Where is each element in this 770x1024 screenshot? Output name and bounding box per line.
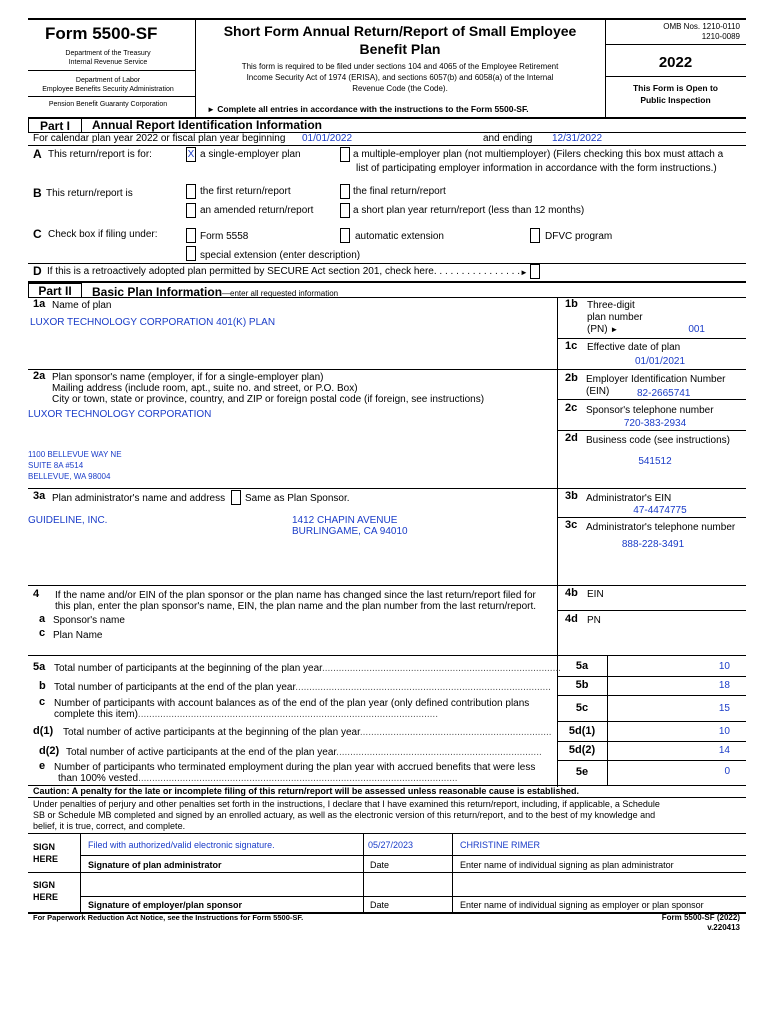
sign-line-2 (80, 896, 746, 897)
rule-5d2 (557, 760, 746, 761)
line-5a-num: 5a (33, 661, 46, 673)
sponsor-ein-value[interactable]: 82-2665741 (637, 388, 691, 399)
line-5b-value[interactable]: 18 (718, 680, 730, 691)
sponsor-signature-label: Signature of employer/plan sponsor (88, 900, 243, 910)
perjury-line-1: Under penalties of perjury and other penalties set forth in the instructions, I declare that I have examined this return/report, including, if applicable, a Schedule (33, 799, 660, 809)
special-extension-label: special extension (enter description) (200, 250, 361, 261)
administrator-signature-label: Signature of plan administrator (88, 860, 222, 870)
plan-number-value[interactable]: 001 (688, 324, 705, 335)
plan-year-end: 12/31/2022 (552, 133, 603, 144)
line-2b-label-2: (EIN) (586, 386, 610, 397)
open-public-1: This Form is Open to (632, 83, 718, 93)
intro-line-3: Revenue Code (the Code). (352, 84, 448, 93)
intro-line-2: Income Security Act of 1974 (ERISA), and sections 6057(b) and 6058(a) of the Internal (246, 73, 554, 82)
perjury-line-2: SB or Schedule MB completed and signed by an enrolled actuary, as well as the electronic version of this return/report, and to the best of my knowledge and (33, 810, 656, 820)
line-5b-label: Total number of participants at the end of the plan year (54, 682, 296, 693)
line-5a-box: 5a (575, 660, 589, 672)
line-4-text-1: If the name and/or EIN of the plan sponsor or the plan name has changed since the last return/report filed for (55, 590, 536, 601)
sponsor-address-1[interactable]: 1100 BELLEVUE WAY NE (28, 450, 122, 459)
line-4-num: 4 (33, 588, 40, 600)
part-1-label: Part I (28, 118, 82, 133)
line-3c-num: 3c (565, 519, 578, 531)
line-c-letter: C (33, 227, 42, 241)
line-c-text: Check box if filing under: (48, 229, 158, 240)
sponsor-address-2[interactable]: SUITE 8A #514 (28, 461, 84, 470)
complete-all-instruction (207, 104, 529, 114)
line-3a-num: 3a (33, 490, 46, 502)
rule-1b (557, 338, 746, 339)
plan-name-value[interactable]: LUXOR TECHNOLOGY CORPORATION 401(K) PLAN (30, 317, 276, 328)
paperwork-notice: For Paperwork Reduction Act Notice, see the Instructions for Form 5500-SF. (33, 913, 304, 922)
line-5e-num: e (39, 760, 46, 772)
amended-return-checkbox[interactable] (186, 203, 196, 218)
administrator-name-label: Enter name of individual signing as plan administrator (460, 860, 674, 870)
sponsor-date-label: Date (370, 900, 390, 910)
same-as-sponsor-checkbox[interactable] (231, 490, 241, 505)
rule-5c (557, 721, 746, 722)
admin-name-value[interactable]: GUIDELINE, INC. (28, 515, 108, 526)
line-5a-value[interactable]: 10 (718, 661, 730, 672)
line-d-text: If this is a retroactively adopted plan permitted by SECURE Act section 201, check here. . . . . . . . . . . . . . . . (47, 266, 520, 277)
line-a-letter: A (33, 147, 42, 161)
single-employer-checkbox[interactable]: X (187, 149, 195, 160)
line-5d2-label: Total number of active participants at the end of the plan year (66, 747, 337, 758)
same-as-sponsor-label: Same as Plan Sponsor. (245, 493, 350, 504)
rule-4b (557, 610, 746, 611)
line-4d-label: PN (587, 615, 601, 626)
part-2-rule (28, 297, 746, 298)
sponsor-name-value[interactable]: LUXOR TECHNOLOGY CORPORATION (28, 409, 212, 420)
sign-date-divider (363, 833, 364, 913)
sign-label-divider (80, 833, 81, 913)
dfvc-program-label: DFVC program (545, 231, 613, 242)
rule-2c (557, 430, 746, 431)
complete-all-text: Complete all entries in accordance with the instructions to the Form 5500-SF. (217, 104, 529, 114)
line-1c-label: Effective date of plan (587, 342, 681, 353)
line-3a-label: Plan administrator's name and address (52, 493, 226, 504)
special-extension-checkbox[interactable] (186, 246, 196, 261)
line-1b-label-2: plan number (587, 312, 643, 323)
line-5d1-text: Total number of active participants at the beginning of the plan year..................................................................... (63, 727, 552, 738)
line-1a-num: 1a (33, 298, 46, 310)
line-5e-text-2: than 100% vested................................................................................................................... (58, 773, 458, 784)
admin-phone-value[interactable]: 888-228-3491 (621, 539, 685, 550)
pn-label: (PN) (587, 324, 608, 335)
short-plan-year-label: a short plan year return/report (less than 12 months) (353, 205, 585, 216)
line-5d1-box: 5d(1) (568, 725, 596, 737)
rule-5 (28, 655, 746, 656)
admin-ein-value[interactable]: 47-4474775 (633, 505, 687, 516)
part-1-title: Annual Report Identification Information (92, 118, 322, 132)
rule-3b (557, 517, 746, 518)
main-title-line-2: Benefit Plan (359, 41, 441, 57)
line-5e-box: 5e (575, 766, 589, 778)
main-title-line-1: Short Form Annual Return/Report of Small Employee (223, 23, 577, 39)
line-d-rule (28, 263, 746, 264)
administrator-signature-date[interactable]: 05/27/2023 (368, 840, 414, 850)
rule-5a (557, 676, 746, 677)
line-5d2-box: 5d(2) (568, 744, 596, 756)
line-2a-label-1: Plan sponsor's name (employer, if for a single-employer plan) (52, 372, 324, 383)
year-rule-bottom (605, 76, 746, 77)
form-5558-checkbox[interactable] (186, 228, 196, 243)
line-5d1-value[interactable]: 10 (718, 726, 730, 737)
line-5d2-num: d(2) (39, 745, 60, 757)
line-2a-num: 2a (33, 370, 46, 382)
rule-3 (28, 488, 746, 489)
multiple-employer-label-1: a multiple-employer plan (not multiemployer) (Filers checking this box must attach a (353, 149, 724, 160)
line-2a-label-2: Mailing address (include room, apt., suite no. and street, or P.O. Box) (52, 383, 358, 394)
calendar-year-text: For calendar plan year 2022 or fiscal plan year beginning (33, 133, 286, 144)
line-3b-label: Administrator's EIN (586, 493, 672, 504)
sponsor-phone-value[interactable]: 720-383-2934 (623, 418, 687, 429)
omb-number-2: 1210-0089 (701, 32, 740, 41)
sign-block-middle (28, 872, 746, 873)
line-d-letter: D (33, 264, 42, 278)
perjury-rule (28, 797, 746, 798)
multiple-employer-label-2: list of participating employer information in accordance with the form instructions.) (356, 163, 717, 174)
line-2b-label-1: Employer Identification Number (586, 374, 726, 385)
part-2-title-suffix: —enter all requested information (222, 289, 339, 298)
sign-here-1b: HERE (33, 854, 59, 864)
form-title: Form 5500-SF (45, 24, 158, 43)
admin-address-1[interactable]: 1412 CHAPIN AVENUE (292, 515, 398, 526)
line-2d-num: 2d (565, 432, 578, 444)
line-1b-label-1: Three-digit (587, 300, 635, 311)
line-4a-label: Sponsor's name (53, 615, 125, 626)
line-5d2-value[interactable]: 14 (718, 745, 730, 756)
line-2c-num: 2c (565, 402, 578, 414)
sign-here-2b: HERE (33, 892, 59, 902)
part-2-label: Part II (28, 283, 82, 298)
rule-2 (28, 369, 746, 370)
line-4-text-2: this plan, enter the plan sponsor's name, EIN, the plan name and the plan number from the last return/report. (55, 601, 537, 612)
single-employer-label: a single-employer plan (200, 149, 301, 160)
line-4b-num: 4b (565, 587, 578, 599)
first-return-label: the first return/report (200, 186, 291, 197)
line-1b-num: 1b (565, 298, 578, 310)
line-5c-label-2: complete this item) (54, 709, 138, 720)
line-5c-num: c (39, 696, 46, 708)
rule-5d1 (557, 741, 746, 742)
line-5d2-text: Total number of active participants at the end of the plan year.......................................................................... (66, 747, 542, 758)
administrator-signature-value[interactable]: Filed with authorized/valid electronic signature. (88, 840, 275, 850)
sign-here-1a: SIGN (33, 842, 56, 852)
automatic-extension-checkbox[interactable] (340, 228, 350, 243)
calendar-rule (28, 145, 746, 146)
form-5558-label: Form 5558 (200, 231, 249, 242)
footer-version: v.220413 (707, 923, 740, 932)
intro-line-1: This form is required to be filed under sections 104 and 4065 of the Employee Retirement (241, 62, 559, 71)
line-5e-label-2: than 100% vested (58, 773, 139, 784)
header-rule-1 (28, 70, 195, 71)
automatic-extension-label: automatic extension (355, 231, 444, 242)
rule-2b (557, 399, 746, 400)
line-5b-num: b (39, 680, 46, 692)
part-2-heading (92, 283, 338, 301)
sign-here-2a: SIGN (33, 880, 56, 890)
rule-5b (557, 695, 746, 696)
line-4a-letter: a (39, 613, 46, 625)
line-2b-num: 2b (565, 372, 578, 384)
line-2a-label-3: City or town, state or province, country, and ZIP or foreign postal code (if foreign, see instructions) (52, 394, 485, 405)
line-1c-num: 1c (565, 340, 578, 352)
sponsor-name-label: Enter name of individual signing as employer or plan sponsor (460, 900, 704, 910)
effective-date-value[interactable]: 01/01/2021 (634, 356, 686, 367)
sponsor-address-3[interactable]: BELLEVUE, WA 98004 (28, 472, 111, 481)
line-2c-label: Sponsor's telephone number (586, 405, 714, 416)
line-4c-letter: c (39, 627, 46, 639)
line-4c-label: Plan Name (53, 630, 103, 641)
part-2-title: Basic Plan Information (92, 285, 223, 299)
business-code-value[interactable]: 541512 (638, 456, 672, 467)
line-5c-text-2: complete this item)............................................................................................................ (54, 709, 438, 720)
administrator-date-label: Date (370, 860, 390, 870)
line-3b-num: 3b (565, 490, 578, 502)
pbgc-label: Pension Benefit Guaranty Corporation (48, 101, 168, 108)
line-b-letter: B (33, 186, 42, 200)
final-return-label: the final return/report (353, 186, 446, 197)
irs-label: Internal Revenue Service (68, 59, 148, 66)
header-rule-2 (28, 96, 195, 97)
line-5e-text-1: Number of participants who terminated employment during the plan year with accrued benefits that were less (54, 762, 536, 773)
rule-4 (28, 585, 746, 586)
footer-form-id: Form 5500-SF (2022) (661, 913, 740, 922)
line-b-text: This return/report is (46, 188, 133, 199)
ebsa-label: Employee Benefits Security Administration (42, 86, 174, 93)
first-return-checkbox[interactable] (186, 184, 196, 199)
multiple-employer-checkbox[interactable] (340, 147, 350, 162)
omb-number-1: OMB Nos. 1210-0110 (663, 22, 740, 31)
year-rule-top (605, 44, 746, 45)
line-5a-label: Total number of participants at the beginning of the plan year (54, 663, 322, 674)
sign-line-1 (80, 855, 746, 856)
line-5b-text: Total number of participants at the end of the plan year............................................................................................ (54, 682, 551, 693)
top-rule (28, 18, 746, 20)
short-plan-year-checkbox[interactable] (340, 203, 350, 218)
perjury-line-3: belief, it is true, correct, and complete. (33, 821, 186, 831)
line-3c-label: Administrator's telephone number (586, 522, 736, 533)
line-5a-text: Total number of participants at the beginning of the plan year...................................................................................... (54, 663, 561, 674)
dept-labor: Department of Labor (75, 77, 141, 84)
line-5c-text-1: Number of participants with account balances as of the end of the plan year (only defined contribution plans (54, 698, 530, 709)
dfvc-program-checkbox[interactable] (530, 228, 540, 243)
line-5c-box: 5c (575, 702, 589, 714)
arrow-right-icon: ► (610, 325, 619, 334)
final-return-checkbox[interactable] (340, 184, 350, 199)
line-5b-box: 5b (575, 679, 589, 691)
sign-block-top (28, 833, 746, 834)
admin-address-2[interactable]: BURLINGAME, CA 94010 (292, 526, 408, 537)
form-year: 2022 (658, 54, 693, 71)
dept-treasury: Department of the Treasury (65, 50, 151, 57)
line-4b-label: EIN (587, 589, 604, 600)
line-1b-label-3 (587, 324, 618, 335)
line-5c-value[interactable]: 15 (718, 703, 730, 714)
plan-year-begin: 01/01/2022 (302, 133, 353, 144)
arrow-right-icon: ► (207, 105, 215, 114)
line-2d-label: Business code (see instructions) (586, 435, 730, 446)
line-5d1-num: d(1) (33, 725, 54, 737)
line-4d-num: 4d (565, 613, 578, 625)
line-5e-value[interactable]: 0 (724, 766, 730, 777)
line-1a-label: Name of plan (52, 300, 112, 311)
open-public-2: Public Inspection (640, 95, 711, 105)
line-a-text: This return/report is for: (48, 149, 152, 160)
amended-return-label: an amended return/report (200, 205, 314, 216)
administrator-signer-name[interactable]: CHRISTINE RIMER (460, 840, 541, 850)
and-ending-text: and ending (483, 133, 533, 144)
sign-name-divider (452, 833, 453, 913)
arrow-right-icon: ► (520, 268, 528, 277)
secure-act-checkbox[interactable] (530, 264, 540, 279)
caution-text: Caution: A penalty for the late or incomplete filing of this return/report will be assessed unless reasonable cause is established. (33, 786, 579, 796)
line-5d1-label: Total number of active participants at the beginning of the plan year (63, 727, 360, 738)
